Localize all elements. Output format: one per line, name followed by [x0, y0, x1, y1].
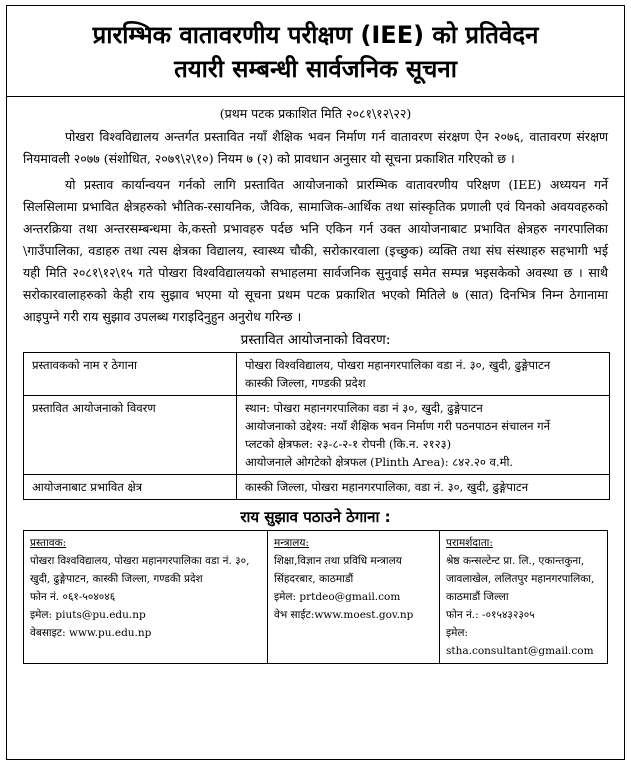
row-value-line: कास्की जिल्ला, गण्डकी प्रदेश — [245, 376, 366, 390]
row-value-line: आयोजनाको उद्देश्य: नयाँ शैक्षिक भवन निर्माण गरी पठनपाठन संचालन गर्ने — [245, 419, 551, 433]
row-value-line: आयोजनाले ओगटेको क्षेत्रफल (Plinth Area): ८४२.२० व.मी. — [245, 455, 514, 469]
address-line: श्रेष्ठ कन्सल्टेन्ट प्रा. लि., एकान्तकुना, — [446, 555, 585, 567]
row-value — [237, 353, 610, 396]
project-details-table — [23, 352, 610, 500]
address-line: जावलाखेल, ललितपुर महानगरपालिका, — [446, 573, 595, 585]
row-value — [237, 475, 610, 500]
address-box — [23, 530, 608, 664]
email-address: इमेल: prtdeo@gmail.com — [274, 591, 401, 603]
title-line-1: प्रारम्भिक वातावरणीय परीक्षण (IEE) को प्रतिवेदन — [92, 21, 539, 49]
proponent-address — [24, 531, 267, 663]
email-address: इमेल: piuts@pu.edu.np — [30, 609, 146, 621]
address-line: खुदी, ढुङ्गेपाटन, कास्की जिल्ला, गण्डकी प्रदेश — [30, 573, 203, 585]
public-notice — [6, 5, 625, 760]
phone-number: फोन नं.: -०१५४३२३०५ — [446, 609, 535, 621]
table-row — [24, 475, 610, 500]
row-label: प्रस्तावित आयोजनाको विवरण — [24, 396, 237, 475]
consultant-address — [439, 531, 607, 663]
address-heading: राय सुझाव पठाउने ठेगाना : — [240, 508, 391, 526]
hearing-paragraph-text: यो प्रस्ताव कार्यान्वयन गर्नको लागि प्रस्तावित आयोजनाको प्रारम्भिक वातावरणीय परिक्षण (IEE) अध्ययन गर्ने सिलसिलामा प्रभावित क्षेत्रहरुको भौतिक-रसायनिक, जैविक, सामाजिक-आर्थिक तथा सांस्कृतिक प्रणाली एवं यिनको अवयवहरुको अन्तरक्रिया तथा अन्तरसम्बन्धमा के,कस्तो प्रभावहरु पर्दछ भनि एकिन गर्न उक्त आयोजनाबाट प्रभावित क्षेत्रहरु नगरपालिका \गाउँपालिका, वडाहरु तथा त्यस क्षेत्रका विद्यालय, स्वास्थ्य चौकी, सरोकारवाला (इच्छुक) व्यक्ति तथा संघ संस्थाहरु सहभागी भई यही मिति २०८१\१२\१५ गते पोखरा विश्वविद्यालयको सभाहलमा सार्वजनिक सुनुवाई समेत सम्पन्न भइसकेको अवस्था छ । साथै सरोकारवालाहरुको केही राय सुझाव भएमा यो सूचना प्रथम पटक प्रकाशित भएको मितिले ७ (सात) दिनभित्र निम्न ठेगानामा आइपुग्ने गरी राय सुझाव उपलब्ध गराइदिनुहुन अनुरोध गरिन्छ । — [23, 177, 608, 324]
email-address: इमेल: stha.consultant@gmail.com — [446, 627, 594, 657]
address-column-heading: मन्त्रालय: — [274, 537, 309, 549]
website-address: वेबसाइट: www.pu.edu.np — [30, 627, 152, 639]
intro-paragraph-text: पोखरा विश्वविद्यालय अन्तर्गत प्रस्तावित नयाँ शैक्षिक भवन निर्माण गर्न वातावरण संरक्षण ऐन २०७६, वातावरण संरक्षण नियमावली २०७७ (संशोधित, २०७९\२\१०) नियम ७ (२) को प्रावधान अनुसार यो सूचना प्रकाशित गरिएको छ । — [23, 129, 608, 166]
notice-title — [7, 18, 624, 86]
address-line: सिंहदरबार, काठमाडौं — [274, 573, 354, 585]
website-address: वेभ साईट:www.moest.gov.np — [274, 609, 414, 621]
title-divider — [7, 96, 624, 97]
row-value-line: कास्की जिल्ला, पोखरा महानगरपालिका, वडा नं. ३०, खुदी, ढुङ्गेपाटन — [245, 480, 529, 494]
address-column-heading: परामर्शदाता: — [446, 537, 493, 549]
address-line: काठमाडौं जिल्ला — [446, 591, 509, 603]
table-row — [24, 353, 610, 396]
hearing-paragraph — [23, 174, 608, 328]
address-line: पोखरा विश्वविद्यालय, पोखरा महानगरपालिका वडा नं. ३०, — [30, 555, 250, 567]
ministry-address — [267, 531, 439, 663]
address-column-heading: प्रस्तावक: — [30, 537, 67, 549]
project-details-heading: प्रस्तावित आयोजनाको विवरण: — [240, 332, 391, 348]
row-value-line: पोखरा विश्वविद्यालय, पोखरा महानगरपालिका वडा नं. ३०, खुदी, ढुङ्गेपाटन — [245, 358, 551, 372]
address-line: शिक्षा,विज्ञान तथा प्रविधि मन्त्रालय — [274, 555, 402, 567]
first-published-date: (प्रथम पटक प्रकाशित मिति २०८१\१२\२२) — [219, 106, 412, 121]
row-label: प्रस्तावकको नाम र ठेगाना — [24, 353, 237, 396]
table-row — [24, 396, 610, 475]
phone-number: फोन नं. ०६१-५०४०४६ — [30, 591, 116, 603]
row-value-line: प्लटको क्षेत्रफल: २३-८-२-१ रोपनी (कि.न. २१२३) — [245, 437, 452, 451]
row-value-line: स्थान: पोखरा महानगरपालिका वडा नं ३०, खुदी, ढुङ्गेपाटन — [245, 401, 483, 415]
row-label: आयोजनाबाट प्रभावित क्षेत्र — [24, 475, 237, 500]
title-line-2: तयारी सम्बन्धी सार्वजनिक सूचना — [174, 55, 457, 83]
row-value — [237, 396, 610, 475]
intro-paragraph — [23, 126, 608, 170]
